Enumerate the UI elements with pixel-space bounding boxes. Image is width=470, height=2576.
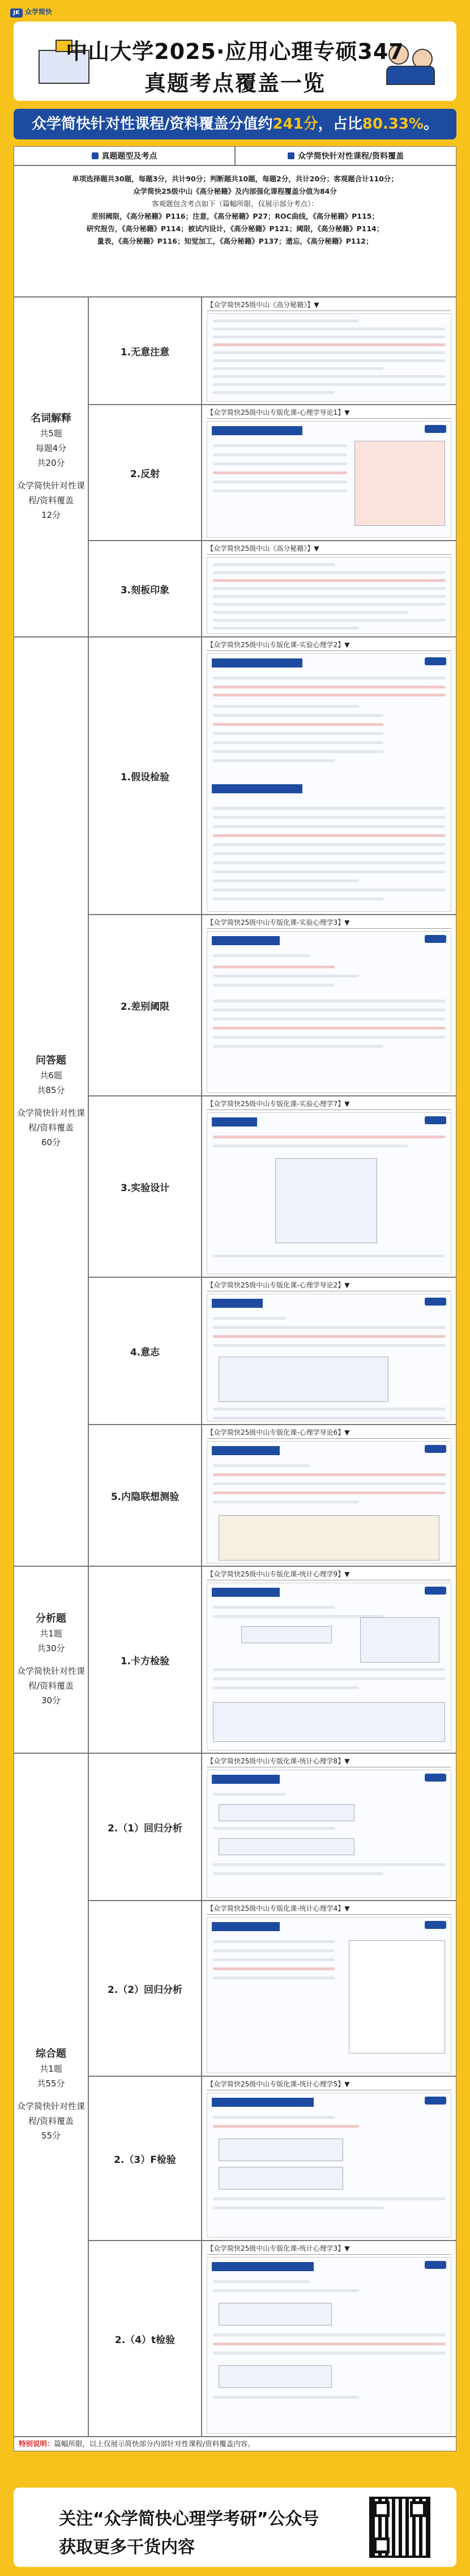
evidence-source: 【众学简快25级中山专版化课-统计心理学8】▼ <box>207 1756 451 1767</box>
chapter-tag <box>212 1775 280 1784</box>
banner-score: 241分 <box>272 116 318 133</box>
evidence-source: 【众学简快25级中山专版化课-实验心理学7】▼ <box>207 1099 451 1110</box>
logo-icon: JK <box>10 8 23 18</box>
question-label: 1.无意注意 <box>88 297 202 405</box>
evidence-source: 【众学简快25级中山专版化课-心理学导论2】▼ <box>207 1280 451 1291</box>
brand-icon <box>425 1587 446 1595</box>
brand-icon <box>425 425 446 433</box>
hero-card <box>14 22 456 101</box>
intro-line2: 众学简快25级中山《高分秘籍》及内部强化课程覆盖分值为84分 <box>133 187 337 195</box>
chapter-tag <box>212 936 280 945</box>
evidence-screenshot <box>207 313 451 402</box>
question-label: 1.卡方检验 <box>88 1566 202 1753</box>
brand-icon <box>425 1445 446 1453</box>
formula-icon <box>219 1804 354 1821</box>
chapter-tag <box>212 784 302 793</box>
evidence-source: 【众学简快25级中山专版化课-实验心理学2】▼ <box>207 640 451 651</box>
chapter-tag <box>212 1117 257 1127</box>
banner-prefix: 众学简快针对性课程/资料覆盖分值约 <box>31 116 273 133</box>
note-text: 篇幅所限，以上仅展示简快部分内部针对性课程/资料覆盖内容。 <box>54 2439 255 2448</box>
objective-summary <box>14 165 456 297</box>
evidence-cell <box>202 1277 456 1425</box>
question-label: 2.（1）回归分析 <box>88 1753 202 1901</box>
chapter-tag <box>212 2098 314 2107</box>
question-label: 2.（3）F检验 <box>88 2076 202 2241</box>
evidence-source: 【众学简快25级中山专版化课-心理学导论1】▼ <box>207 407 451 419</box>
section-term-explanation: 名词解释 共5题 每题4分 共20分 众学简快针对性课程/资料覆盖 12分 <box>14 297 88 637</box>
procedure-flow-icon <box>219 1515 439 1561</box>
formula-icon <box>219 2303 332 2326</box>
evidence-cell <box>202 637 456 915</box>
table-icon <box>360 1617 439 1663</box>
banner-ratio: 80.33% <box>362 116 424 133</box>
hero-title-line1: 中山大学2025·应用心理专硕347 <box>66 39 404 64</box>
table-header <box>14 146 456 165</box>
chapter-tag <box>212 1588 280 1597</box>
evidence-cell <box>202 1901 456 2076</box>
evidence-screenshot <box>207 421 451 538</box>
chapter-tag <box>212 1299 263 1308</box>
evidence-screenshot <box>207 1770 451 1898</box>
evidence-source: 【众学简快25级中山专版化课-统计心理学4】▼ <box>207 1903 451 1915</box>
concept-map-icon <box>219 1357 388 1402</box>
section-comprehensive: 综合题 共1题 共55分 众学简快针对性课程/资料覆盖 55分 <box>14 1753 88 2437</box>
table-icon <box>213 1702 445 1742</box>
evidence-source: 【众学简快25级中山《高分秘籍》】▼ <box>207 543 451 555</box>
question-label: 2.反射 <box>88 405 202 541</box>
evidence-cell <box>202 1425 456 1566</box>
chapter-tag <box>212 2262 314 2271</box>
banner-middle: ，占比 <box>318 116 362 133</box>
evidence-screenshot <box>207 1294 451 1422</box>
evidence-screenshot <box>207 1112 451 1274</box>
evidence-screenshot <box>207 557 451 634</box>
section-short-answer: 问答题 共6题 共85分 众学简快针对性课程/资料覆盖 60分 <box>14 637 88 1566</box>
chapter-tag <box>212 1922 280 1931</box>
chapter-tag <box>212 1446 280 1455</box>
chapter-tag <box>212 426 302 435</box>
intro-line5: 研究报告，《高分秘籍》P114；被试内设计，《高分秘籍》P121；阈限，《高分秘籍》P114； <box>86 224 384 233</box>
brand-icon <box>425 1116 446 1124</box>
formula-icon <box>219 2139 343 2161</box>
question-label: 2.（4）t检验 <box>88 2241 202 2437</box>
brand-icon <box>425 935 446 943</box>
diagram-image-icon <box>354 441 445 526</box>
coverage-banner <box>14 109 456 139</box>
logo-text: 众学简快 <box>25 8 53 16</box>
formula-icon <box>219 1838 354 1855</box>
qr-code-icon <box>369 2497 430 2558</box>
evidence-screenshot <box>207 1917 451 2073</box>
brand-logo <box>10 7 52 18</box>
evidence-screenshot <box>207 2093 451 2238</box>
question-label: 2.差别阈限 <box>88 915 202 1096</box>
footer-line2: 获取更多干货内容 <box>59 2537 195 2557</box>
banner-suffix: 。 <box>424 116 439 133</box>
evidence-source: 【众学简快25级中山专版化课-统计心理学5】▼ <box>207 2079 451 2090</box>
evidence-cell <box>202 2241 456 2437</box>
formula-icon <box>241 1626 332 1643</box>
evidence-cell <box>202 1753 456 1901</box>
footer-card <box>14 2488 456 2567</box>
intro-line4: 差别阈限，《高分秘籍》P116；注意，《高分秘籍》P27；ROC曲线，《高分秘籍》P115； <box>91 212 379 220</box>
evidence-source: 【众学简快25级中山专版化课-实验心理学3】▼ <box>207 917 451 929</box>
intro-line3: 客观题包含考点如下（篇幅所限，仅展示部分考点）： <box>152 199 318 208</box>
evidence-screenshot <box>207 1441 451 1563</box>
evidence-source: 【众学简快25级中山《高分秘籍》】▼ <box>207 300 451 311</box>
formula-icon <box>219 2365 332 2388</box>
brand-icon <box>425 1298 446 1306</box>
evidence-screenshot <box>207 1583 451 1750</box>
evidence-source: 【众学简快25级中山专版化课-心理学导论6】▼ <box>207 1427 451 1439</box>
evidence-cell <box>202 1096 456 1277</box>
col2-header: 众学简快针对性课程/资料覆盖 <box>235 146 456 165</box>
formula-icon <box>219 2167 343 2190</box>
evidence-source: 【众学简快25级中山专版化课-统计心理学9】▼ <box>207 1569 451 1580</box>
brand-icon <box>425 2261 446 2269</box>
evidence-cell <box>202 915 456 1096</box>
intro-line1: 单项选择题共30题，每题3分，共计90分；判断题共10题，每题2分，共计20分；客观题合计110分； <box>72 175 398 183</box>
footer-line1: 关注“众学简快心理学考研”公众号 <box>59 2509 319 2529</box>
evidence-cell <box>202 405 456 541</box>
evidence-source: 【众学简快25级中山专版化课-统计心理学3】▼ <box>207 2243 451 2255</box>
question-label: 1.假设检验 <box>88 637 202 915</box>
intro-line6: 量表，《高分秘籍》P116；知觉加工，《高分秘籍》P137；遗忘，《高分秘籍》P112； <box>97 237 373 245</box>
evidence-cell <box>202 297 456 405</box>
question-label: 3.实验设计 <box>88 1096 202 1277</box>
list-icon <box>92 152 99 159</box>
chapter-tag <box>212 658 302 668</box>
evidence-screenshot <box>207 2257 451 2434</box>
question-label: 4.意志 <box>88 1277 202 1425</box>
evidence-screenshot <box>207 931 451 1093</box>
list-icon <box>288 152 294 159</box>
hero-title-line2: 真题考点覆盖一览 <box>144 71 326 96</box>
brand-icon <box>425 1921 446 1929</box>
question-label: 3.刻板印象 <box>88 541 202 637</box>
question-label: 2.（2）回归分析 <box>88 1901 202 2076</box>
col1-header: 真题题型及考点 <box>14 146 235 165</box>
brand-icon <box>425 1774 446 1782</box>
question-label: 5.内隐联想测验 <box>88 1425 202 1566</box>
section-analysis: 分析题 共1题 共30分 众学简快针对性课程/资料覆盖 30分 <box>14 1566 88 1753</box>
outline-box-icon <box>275 1158 377 1243</box>
special-note <box>14 2437 456 2451</box>
note-label: 特别说明： <box>19 2439 54 2448</box>
brand-icon <box>425 657 446 665</box>
evidence-screenshot <box>207 653 451 912</box>
brand-icon <box>425 2097 446 2105</box>
evidence-cell <box>202 541 456 637</box>
evidence-cell <box>202 1566 456 1753</box>
evidence-cell <box>202 2076 456 2241</box>
scatter-plot-icon <box>349 1940 445 2054</box>
